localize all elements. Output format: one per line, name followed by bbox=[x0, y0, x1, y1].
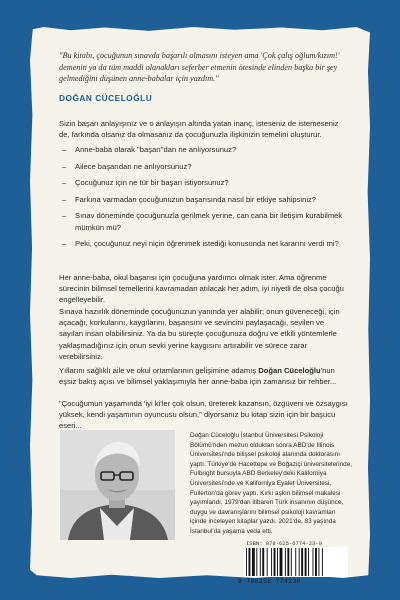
barcode-bars-icon bbox=[244, 547, 348, 577]
dash-icon: – bbox=[62, 161, 67, 171]
isbn-label: ISBN: 978-625-6774-23-0 bbox=[246, 540, 322, 547]
paragraph-quote-closing: "Çocuğumun yaşamında 'iyi ki'ler çok olsun, üreterek kazansın, özgüveni ve özsaygısı yüksek, kendi yaşamının oyuncusu olsun," diyorsanız bu kitap sizin için bir başucu eseri... bbox=[59, 399, 348, 431]
barcode-bar bbox=[285, 548, 286, 576]
author-quote: "Bu kitabı, çocuğunun sınavda başarılı olmasını isteyen ama 'Çok çalış oğlum/kızım!' demenin ya da tüm maddi olanakları seferber etmenin ötesinde elinden başka bir şey gelmediğini düşünen anne-babalar için yazdım." bbox=[59, 51, 340, 83]
barcode-bar bbox=[305, 548, 307, 576]
barcode-bar bbox=[295, 548, 296, 576]
barcode-bar bbox=[313, 548, 314, 576]
guide-text-start: Yıllarını sağlıklı aile ve okul ortamlarının gelişimine adamış bbox=[59, 366, 259, 375]
barcode-bar bbox=[301, 548, 303, 576]
barcode-bar bbox=[315, 548, 317, 576]
barcode-bar bbox=[260, 548, 261, 576]
question-text: Anne-baba olarak "başarı"dan ne anlıyorsunuz? bbox=[75, 145, 237, 154]
barcode-bar bbox=[318, 548, 319, 576]
barcode-bar bbox=[267, 548, 268, 576]
paragraph-exam-prep: Sınava hazırlık döneminde çocuğunuzun yanında yer alabilir; onun güveneceği, için açacağı, korkularını, kaygılarını, başarısını ve sevincini paylaşacağı, sevilen ve sayılan insan olabilirsiniz. Ya da bu süreçte çocuğunuza doğru ve etkili yöntemlerle yaklaşmadığınız için onun sevki yerine kaygısını artırabilir ve sürece zarar verebilirsiniz. bbox=[59, 307, 340, 361]
barcode-bar bbox=[252, 548, 255, 576]
list-item bbox=[59, 238, 349, 249]
dash-icon: – bbox=[62, 211, 67, 221]
dash-icon: – bbox=[62, 178, 67, 188]
question-text: Ailece başarıdan ne anlıyorsunuz? bbox=[75, 161, 192, 171]
paragraph-guide bbox=[59, 365, 349, 387]
barcode-bar bbox=[322, 548, 323, 576]
question-list bbox=[59, 144, 349, 255]
question-text: Farkına varmadan çocuğunuzun başarısında nasıl bir etkiye sahipsiniz? bbox=[75, 194, 317, 204]
barcode-bar bbox=[262, 548, 264, 576]
barcode-bar bbox=[291, 548, 292, 576]
author-photo bbox=[60, 430, 175, 540]
barcode-bar bbox=[256, 548, 257, 576]
question-text: Çocuğunuz için ne tür bir başarı istiyorsunuz? bbox=[75, 178, 229, 188]
barcode-bar bbox=[308, 548, 309, 576]
dash-icon: – bbox=[62, 239, 67, 249]
barcode-bar bbox=[287, 548, 289, 576]
dash-icon: – bbox=[62, 145, 67, 154]
barcode-digits: 9 786256 774230 bbox=[238, 578, 302, 585]
guide-text-end: 'nun eşsiz bakış açısı ve bilimsel yaklaşımıyla her anne-baba için zamansız bir rehber... bbox=[59, 366, 337, 387]
dash-icon: – bbox=[62, 194, 67, 204]
barcode-bar bbox=[274, 548, 276, 576]
barcode-bar bbox=[280, 548, 283, 576]
list-item bbox=[59, 210, 349, 232]
barcode-bar bbox=[246, 548, 247, 576]
list-item bbox=[59, 144, 349, 155]
paragraph-parents: Her anne-baba, okul başarısı için çocuğuna yardımcı olmak ister. Ama öğrenme sürecinin bilimsel temellerini kavramadan atılacak her adım, iyi niyetli de olsa çocuğu engelleyebilir. bbox=[59, 273, 344, 305]
barcode-bar bbox=[299, 548, 300, 576]
intro-paragraph: Sizin başarı anlayışınız ve o anlayışın altında yatan inanç, isteseniz de istemeseniz de, farkında olsanız da olmasanız da çocuğunuzla ilişkinizin temelini oluşturur. bbox=[59, 119, 339, 140]
author-name-inline: Doğan Cüceloğlu bbox=[258, 366, 321, 375]
list-item bbox=[59, 177, 349, 188]
author-portrait-icon bbox=[60, 430, 175, 540]
author-name: DOĞAN CÜCELOĞLU bbox=[59, 93, 153, 103]
barcode-bar bbox=[271, 548, 272, 576]
question-text: Peki, çocuğunuz neyi niçin öğrenmek istediği konusunda net kararını verdi mi? bbox=[75, 239, 339, 249]
barcode-bar bbox=[249, 548, 251, 576]
barcode-bar bbox=[277, 548, 278, 576]
question-text: Sınav döneminde çocuğunuzla gerilmek yerine, can cana bir iletişim kurabilmek mümkün mü? bbox=[75, 211, 343, 232]
list-item bbox=[59, 194, 349, 205]
list-item bbox=[59, 161, 349, 172]
barcode bbox=[244, 547, 348, 577]
author-biography: Doğan Cüceloğlu İstanbul Üniversitesi Psikoloji Bölümü'nden mezun olduktan sonra ABD'de Illinois Üniversitesi'nde bilişsel psikoloji alanında doktorasını yaptı. Türkiye'de Hacettepe ve Boğaziçi üniversitelerinde, Fulbright bursuyla ABD Berkeley'deki Kaliforniya Üniversitesi'nde ve Kaliforniya Eyalet Üniversitesi, Fullerton'da görev yaptı. Kırkı aşkın bilimsel makalesi yayımlandı. 1979'dan itibaren Türk insanının düşünce, duygu ve davranışlarını bilimsel psikoloji kavramları içinde inceleyen kitaplar yazdı. 2021'de, 83 yaşında İstanbul'da yaşama veda etti. bbox=[190, 432, 353, 535]
